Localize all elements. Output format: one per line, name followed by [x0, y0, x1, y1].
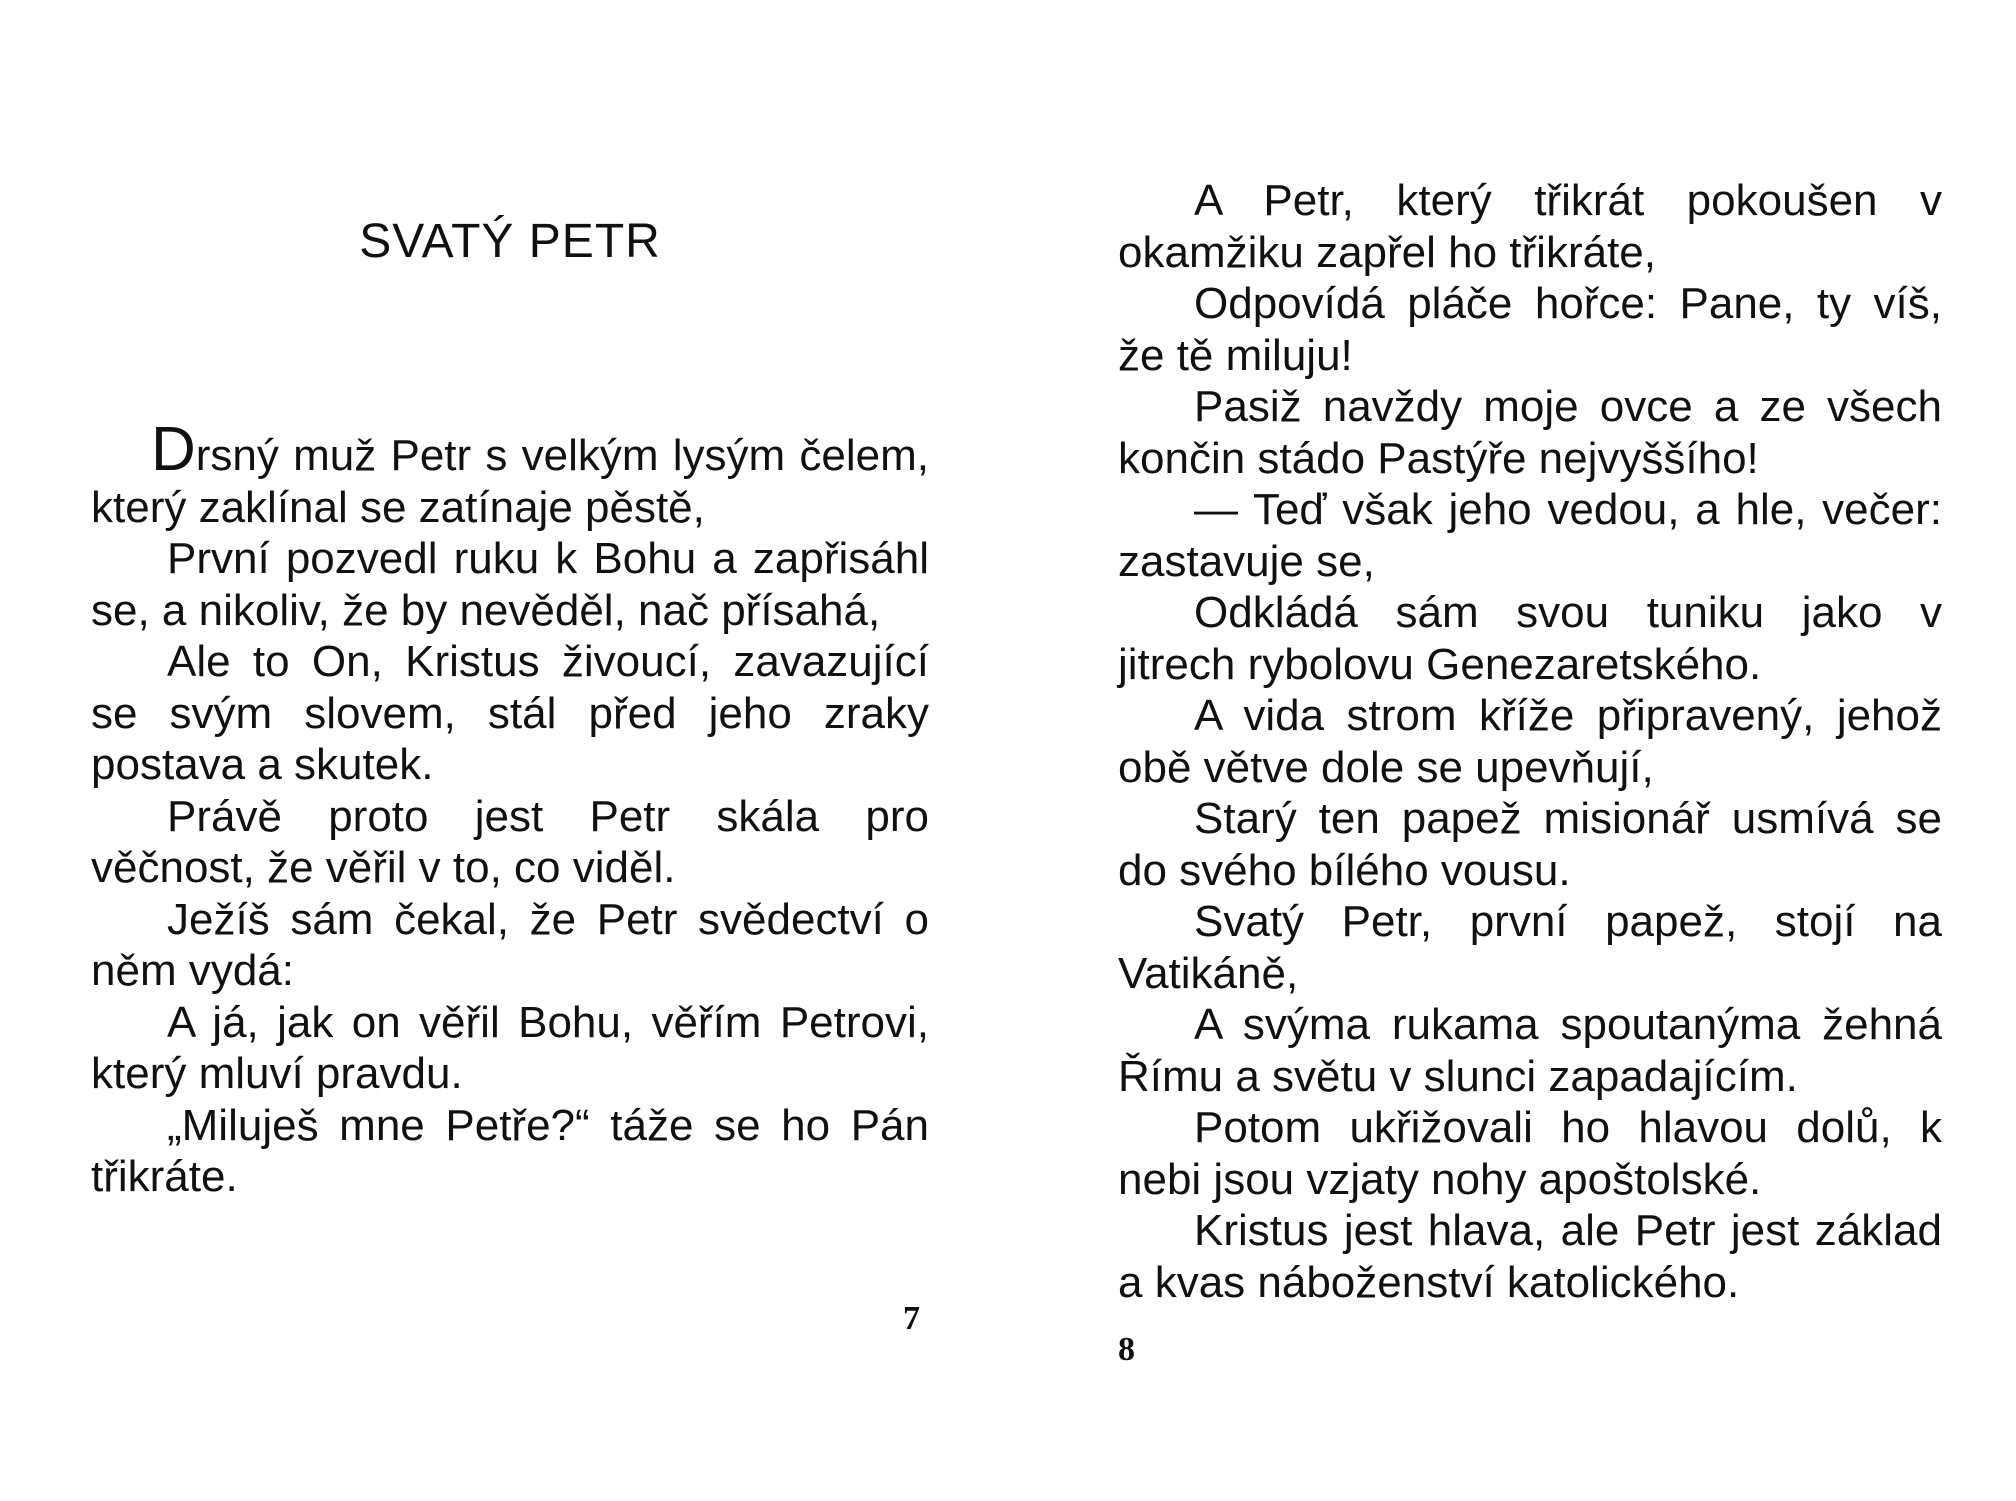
paragraph: Odkládá sám svou tuniku jako v jitrech rybolovu Genezaretského. — [1118, 588, 1942, 689]
paragraph: Potom ukřižovali ho hlavou dolů, k nebi jsou vzjaty nohy apoštolské. — [1118, 1103, 1942, 1204]
paragraph: Odpovídá pláče hořce: Pane, ty víš, že tě miluju! — [1118, 279, 1942, 380]
right-page — [1008, 0, 2016, 1501]
right-text-column — [1118, 175, 1942, 1308]
paragraph: A Petr, který třikrát pokoušen v okamžiku zapřel ho třikráte, — [1118, 176, 1942, 277]
poem-title: SVATÝ PETR — [359, 215, 661, 268]
paragraph: Starý ten papež misionář usmívá se do svého bílého vousu. — [1118, 794, 1942, 895]
paragraph: Svatý Petr, první papež, stojí na Vatikáně, — [1118, 897, 1942, 998]
paragraph: Právě proto jest Petr skála pro věčnost, že věřil v to, co viděl. — [91, 791, 929, 892]
paragraph: „Miluješ mne Petře?“ táže se ho Pán třikráte. — [91, 1100, 929, 1201]
page-number: 8 — [1118, 1331, 1135, 1368]
paragraph: A svýma rukama spoutanýma žehná Římu a světu v slunci zapadajícím. — [1118, 1000, 1942, 1101]
page-number: 7 — [903, 1300, 920, 1337]
paragraph-text: rsný muž Petr s velkým lysým čelem, který zaklínal se zatínaje pěstě, — [91, 431, 929, 532]
paragraph: Ale to On, Kristus živoucí, zavazující se svým slovem, stál před jeho zraky postava a skutek. — [91, 637, 929, 789]
paragraph: První pozvedl ruku k Bohu a zapřisáhl se, a nikoliv, že by nevěděl, nač přísahá, — [91, 534, 929, 635]
left-text-column — [91, 415, 929, 1203]
paragraph — [91, 415, 929, 533]
paragraph: A vida strom kříže připravený, jehož obě větve dole se upevňují, — [1118, 691, 1942, 792]
paragraph: Ježíš sám čekal, že Petr svědectví o něm vydá: — [91, 894, 929, 995]
drop-cap: D — [151, 415, 196, 484]
paragraph: Kristus jest hlava, ale Petr jest základ a kvas náboženství katolického. — [1118, 1206, 1942, 1307]
paragraph: — Teď však jeho vedou, a hle, večer: zastavuje se, — [1118, 485, 1942, 586]
paragraph: Pasiž navždy moje ovce a ze všech končin stádo Pastýře nejvyššího! — [1118, 382, 1942, 483]
paragraph: A já, jak on věřil Bohu, věřím Petrovi, který mluví pravdu. — [91, 997, 929, 1098]
